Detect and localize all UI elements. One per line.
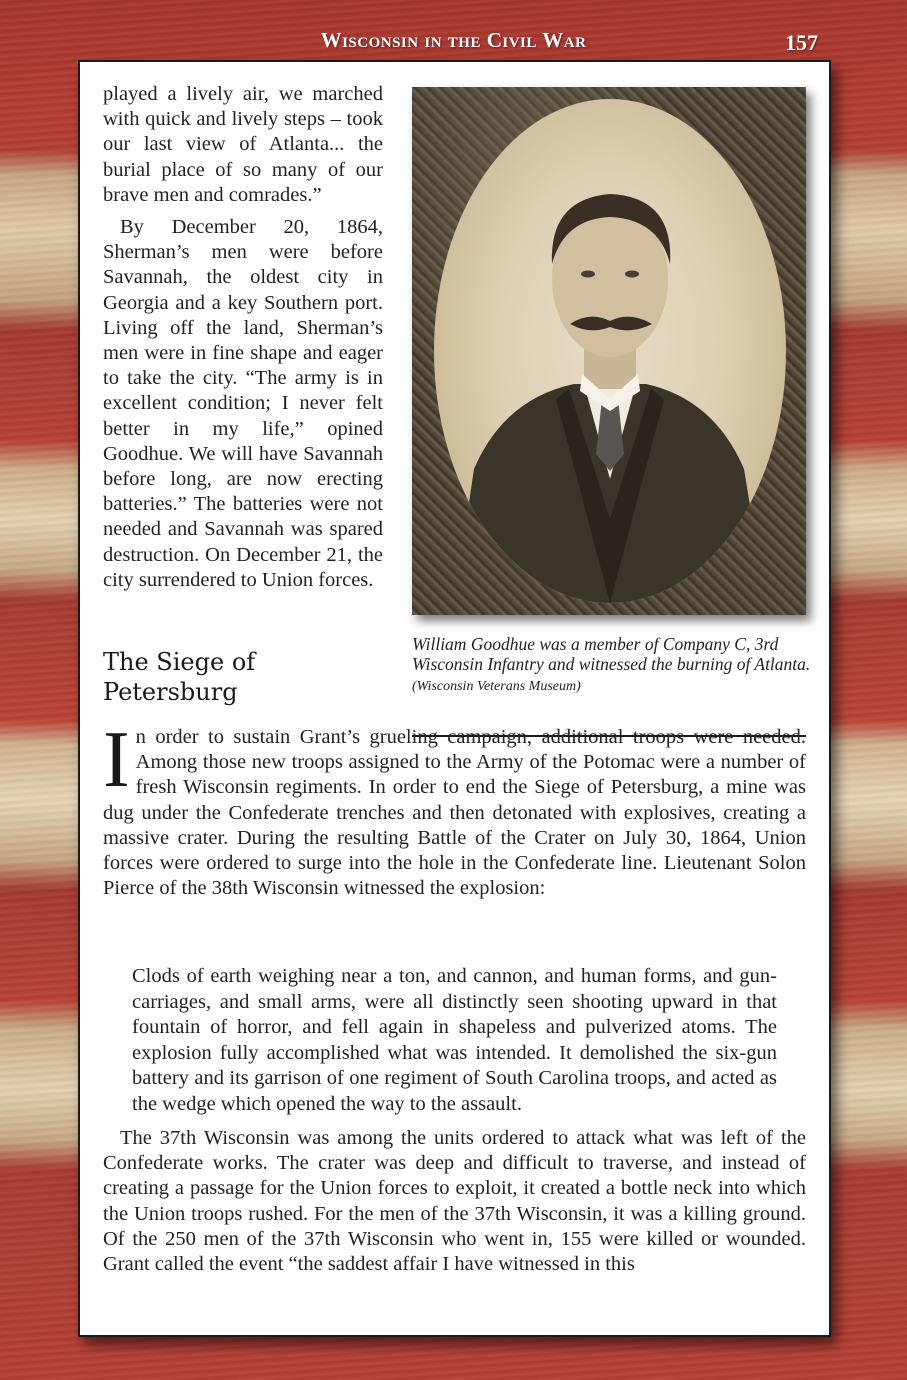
caption-source: (Wisconsin Veterans Museum) [412, 679, 581, 694]
page-number: 157 [785, 30, 818, 55]
running-title: Wisconsin in the Civil War [320, 28, 587, 52]
section-heading: The Siege of Petersburg [103, 648, 256, 706]
left-paragraph-2: By December 20, 1864, Sherman’s men were before Savannah, the oldest city in Georgia and a key Southern port. Living off the land, Sherman’s men were in fine shape and eager to take the city. “The army is in excellent condition; I never felt better in my life,” opined Goodhue. We will have Savannah before long, are now erecting batteries.” The batteries were not needed and Savannah was spared destruction. On December 21, the city surrendered to Union forces. [103, 216, 383, 591]
photo-caption [412, 634, 812, 697]
caption-text: William Goodhue was a member of Company C, 3rd Wisconsin Infantry and witnessed the burning of Atlanta. [412, 634, 811, 674]
section-paragraph-2: The 37th Wisconsin was among the units ordered to attack what was left of the Confederate works. The crater was deep and difficult to traverse, and instead of creating a passage for the Union forces to exploit, it created a bottle neck into which the Union troops rushed. For the men of the 37th Wisconsin, it was a killing ground. Of the 250 men of the 37th Wisconsin who went in, 155 were killed or wounded. Grant called the event “the saddest affair I have witnessed in this [103, 1127, 806, 1276]
section-paragraph-1 [103, 716, 806, 901]
left-column [103, 82, 383, 593]
block-quote: Clods of earth weighing near a ton, and cannon, and human forms, and gun-carriages, and small arms, were all distinctly seen shooting upward in that fountain of horror, and fell again in shapeless and pulverized atoms. The explosion fully accomplished what was intended. It demolished the six-gun battery and its garrison of one regiment of South Carolina troops, and acted as the wedge which opened the way to the assault. [132, 965, 777, 1115]
portrait-figure [434, 99, 786, 603]
portrait-oval [434, 99, 786, 603]
section-paragraph-1-text: n order to sustain Grant’s grueling campaign, additional troops were needed. Among those new troops assigned to the Army of the Potomac were a number of fresh Wisconsin regiments. In order to end the Siege of Petersburg, a mine was dug under the Confederate trenches and then detonated with explosives, creating a massive crater. During the resulting Battle of the Crater on July 30, 1864, Union forces were ordered to surge into the hole in the Confederate line. Lieutenant Solon Pierce of the 38th Wisconsin witnessed the explosion: [103, 726, 806, 900]
left-paragraph-1: played a lively air, we marched with quick and lively steps – took our last view of Atlanta... the burial place of so many of our brave men and comrades.” [103, 83, 383, 206]
drop-cap: I [103, 716, 130, 804]
portrait-photo [412, 87, 806, 615]
page-header [0, 0, 907, 58]
content-panel [78, 60, 831, 1337]
